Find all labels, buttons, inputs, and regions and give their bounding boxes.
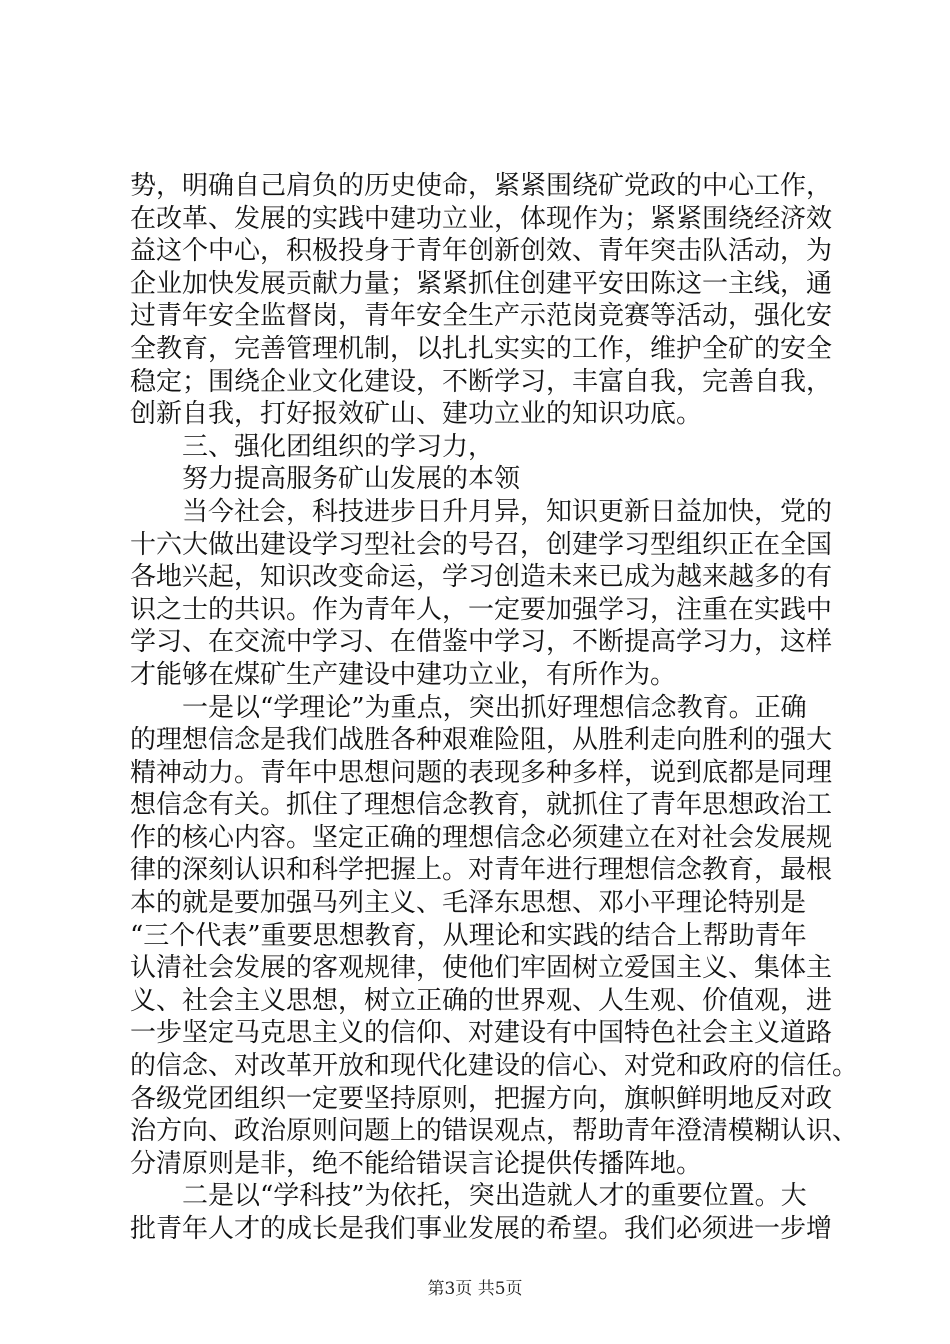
text-line: 的信念、对改革开放和现代化建设的信心、对党和政府的信任。	[130, 1051, 859, 1082]
text-line: 精神动力。青年中思想问题的表现多种多样，说到底都是同理	[130, 757, 833, 788]
text-line: 认清社会发展的客观规律，使他们牢固树立爱国主义、集体主	[130, 953, 833, 984]
text-line: 二是以“学科技”为依托，突出造就人才的重要位置。大	[130, 1181, 807, 1212]
body-text	[130, 170, 859, 1246]
text-line: 企业加快发展贡献力量；紧紧抓住创建平安田陈这一主线，通	[130, 268, 833, 299]
text-line: 批青年人才的成长是我们事业发展的希望。我们必须进一步增	[130, 1214, 833, 1244]
text-line: 稳定；围绕企业文化建设，不断学习，丰富自我，完善自我，	[130, 366, 833, 397]
text-line: “三个代表”重要思想教育，从理论和实践的结合上帮助青年	[130, 920, 807, 951]
text-line: 想信念有关。抓住了理想信念教育，就抓住了青年思想政治工	[130, 790, 833, 821]
text-line: 三、强化团组织的学习力，	[130, 431, 495, 462]
page-footer: 第3页 共5页	[427, 1279, 523, 1299]
text-line: 各级党团组织一定要坚持原则，把握方向，旗帜鲜明地反对政	[130, 1083, 833, 1114]
text-line: 本的就是要加强马列主义、毛泽东思想、邓小平理论特别是	[130, 888, 807, 919]
text-line: 一步坚定马克思主义的信仰、对建设有中国特色社会主义道路	[130, 1018, 833, 1049]
text-line: 在改革、发展的实践中建功立业，体现作为；紧紧围绕经济效	[130, 203, 833, 234]
text-line: 作的核心内容。坚定正确的理想信念必须建立在对社会发展规	[130, 822, 833, 853]
text-line: 创新自我，打好报效矿山、建功立业的知识功底。	[130, 399, 703, 430]
text-line: 势，明确自己肩负的历史使命，紧紧围绕矿党政的中心工作，	[130, 171, 833, 201]
text-line: 一是以“学理论”为重点，突出抓好理想信念教育。正确	[130, 692, 807, 723]
text-line: 十六大做出建设学习型社会的号召，创建学习型组织正在全国	[130, 529, 833, 560]
text-line: 当今社会，科技进步日升月异，知识更新日益加快，党的	[130, 496, 833, 527]
text-line: 义、社会主义思想，树立正确的世界观、人生观、价值观，进	[130, 985, 833, 1016]
text-line: 律的深刻认识和科学把握上。对青年进行理想信念教育，最根	[130, 855, 833, 886]
text-line: 学习、在交流中学习、在借鉴中学习，不断提高学习力，这样	[130, 627, 833, 658]
text-line: 分清原则是非，绝不能给错误言论提供传播阵地。	[130, 1148, 703, 1179]
text-line: 过青年安全监督岗，青年安全生产示范岗竞赛等活动，强化安	[130, 301, 833, 332]
text-line: 益这个中心，积极投身于青年创新创效、青年突击队活动，为	[130, 236, 833, 267]
text-line: 全教育，完善管理机制，以扎扎实实的工作，维护全矿的安全	[130, 333, 833, 364]
text-line: 才能够在煤矿生产建设中建功立业，有所作为。	[130, 659, 677, 690]
text-line: 识之士的共识。作为青年人，一定要加强学习，注重在实践中	[130, 594, 833, 625]
text-line: 努力提高服务矿山发展的本领	[130, 464, 521, 495]
text-line: 各地兴起，知识改变命运，学习创造未来已成为越来越多的有	[130, 562, 833, 593]
text-line: 治方向、政治原则问题上的错误观点，帮助青年澄清模糊认识、	[130, 1116, 859, 1147]
text-line: 的理想信念是我们战胜各种艰难险阻，从胜利走向胜利的强大	[130, 725, 833, 756]
